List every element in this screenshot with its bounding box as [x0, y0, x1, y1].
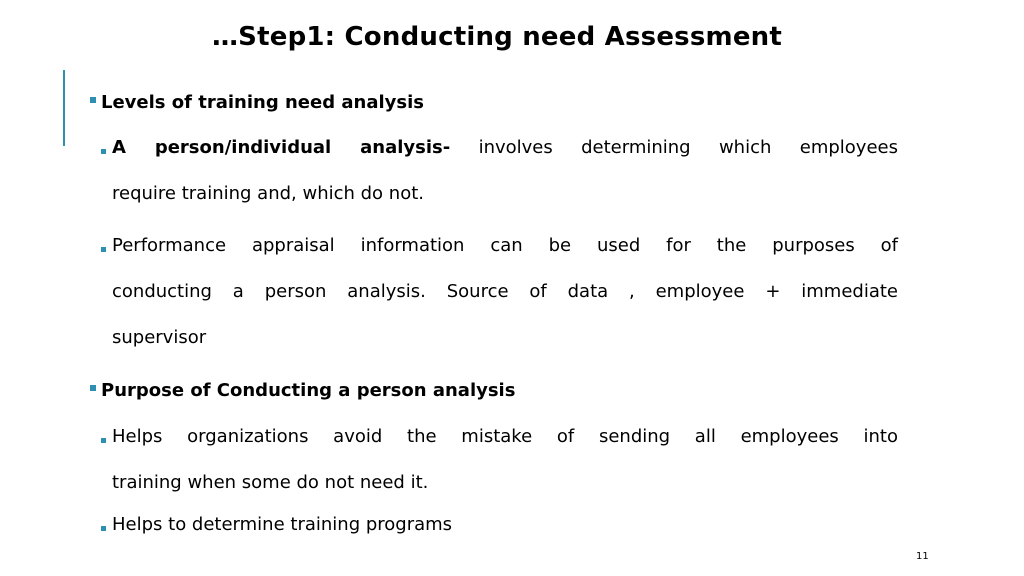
heading-text: Purpose of Conducting a person analysis — [101, 380, 516, 401]
item-line: Performance appraisal information can be used for the purposes of — [112, 235, 898, 256]
heading-text: Levels of training need analysis — [101, 92, 424, 113]
heading-levels-of-training — [90, 92, 424, 113]
small-square-bullet-icon — [101, 247, 106, 252]
item-line — [112, 137, 898, 158]
square-bullet-icon — [90, 385, 96, 391]
page-number: 11 — [916, 551, 929, 562]
item-line: Helps organizations avoid the mistake of sending all employees into — [112, 426, 898, 447]
item-line: training when some do not need it. — [112, 472, 429, 493]
accent-line — [63, 70, 65, 146]
item-line: require training and, which do not. — [112, 183, 424, 204]
small-square-bullet-icon — [101, 526, 106, 531]
item-bold-term: A person/individual analysis- — [112, 137, 451, 158]
square-bullet-icon — [90, 97, 96, 103]
slide-title: …Step1: Conducting need Assessment — [211, 22, 782, 52]
small-square-bullet-icon — [101, 438, 106, 443]
small-square-bullet-icon — [101, 149, 106, 154]
heading-purpose-of-person-analysis — [90, 380, 515, 401]
item-text: involves determining which employees — [450, 137, 898, 158]
item-line: supervisor — [112, 327, 207, 348]
item-line: conducting a person analysis. Source of data , employee + immediate — [112, 281, 898, 302]
item-line: Helps to determine training programs — [112, 514, 453, 535]
